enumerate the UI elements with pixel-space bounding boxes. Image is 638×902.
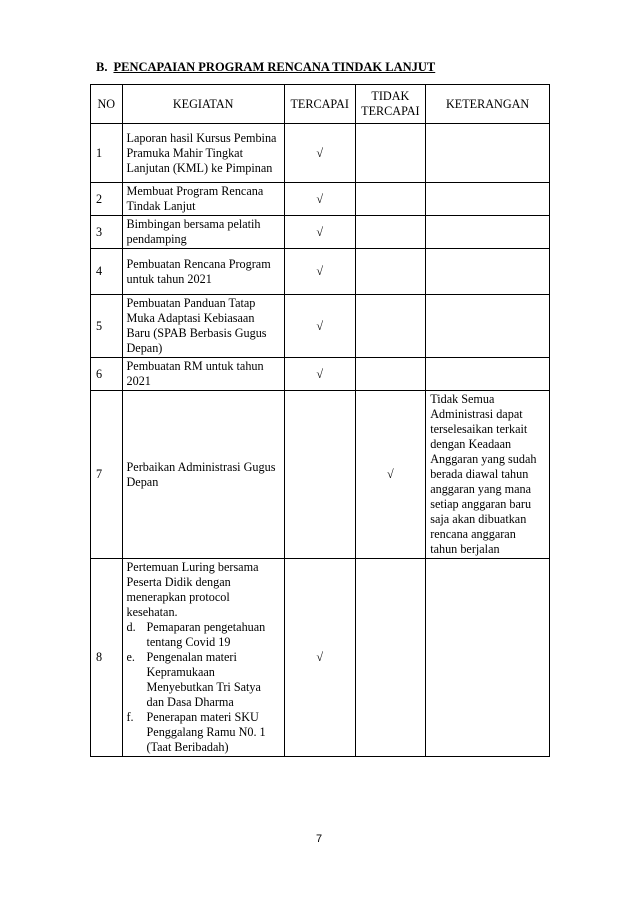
- row-tidak-tercapai: [355, 559, 426, 757]
- row-tidak-tercapai: [355, 183, 426, 216]
- sub-item-text: Pengenalan materi Kepramukaan Menyebutkan Tri Satya dan Dasa Dharma: [146, 650, 261, 709]
- row-no: 7: [91, 391, 123, 559]
- table-row: [91, 183, 550, 216]
- row-no: 5: [91, 295, 123, 358]
- row-kegiatan: Membuat Program Rencana Tindak Lanjut: [122, 183, 284, 216]
- section-heading: [96, 60, 435, 75]
- sub-item-text: Pemaparan pengetahuan tentang Covid 19: [146, 620, 266, 649]
- row-no: 2: [91, 183, 123, 216]
- header-tidak-tercapai-line1: TIDAK: [371, 89, 410, 103]
- row-no: 6: [91, 358, 123, 391]
- row-no: 4: [91, 249, 123, 295]
- row-kegiatan: Perbaikan Administrasi Gugus Depan: [122, 391, 284, 559]
- row-keterangan: [426, 124, 550, 183]
- row-no: 1: [91, 124, 123, 183]
- row-keterangan: [426, 295, 550, 358]
- row-keterangan: [426, 249, 550, 295]
- header-tidak-tercapai: [355, 85, 426, 124]
- row-tercapai: √: [284, 216, 355, 249]
- row-kegiatan: Pembuatan RM untuk tahun 2021: [122, 358, 284, 391]
- sub-item-marker: e.: [126, 650, 135, 664]
- sub-item-marker: d.: [126, 620, 136, 634]
- row-tidak-tercapai: [355, 249, 426, 295]
- section-title: PENCAPAIAN PROGRAM RENCANA TINDAK LANJUT: [113, 60, 436, 74]
- row-tidak-tercapai: [355, 358, 426, 391]
- row-tercapai: √: [284, 559, 355, 757]
- header-tercapai: TERCAPAI: [284, 85, 355, 124]
- table-row: [91, 391, 550, 559]
- row-tidak-tercapai: [355, 216, 426, 249]
- row-keterangan: [426, 216, 550, 249]
- row-tidak-tercapai: [355, 295, 426, 358]
- row-keterangan: [426, 183, 550, 216]
- table-header-row: [91, 85, 550, 124]
- sub-item: [127, 650, 280, 710]
- row-tercapai: √: [284, 183, 355, 216]
- header-kegiatan: KEGIATAN: [122, 85, 284, 124]
- table-row: [91, 124, 550, 183]
- header-keterangan: KETERANGAN: [426, 85, 550, 124]
- sub-item-text: Penerapan materi SKU Penggalang Ramu N0. 1 (Taat Beribadah): [146, 710, 266, 754]
- row-no: 3: [91, 216, 123, 249]
- section-label: B.: [96, 60, 108, 74]
- table-row: [91, 249, 550, 295]
- row-kegiatan: Bimbingan bersama pelatih pendamping: [122, 216, 284, 249]
- table-row: [91, 216, 550, 249]
- table-row: [91, 358, 550, 391]
- page-number: 7: [315, 833, 323, 845]
- sub-item: [127, 620, 280, 650]
- sub-item: [127, 710, 280, 755]
- header-no: NO: [91, 85, 123, 124]
- header-tidak-tercapai-line2: TERCAPAI: [361, 104, 420, 118]
- sub-item-marker: f.: [126, 710, 134, 724]
- row-tercapai: √: [284, 124, 355, 183]
- row-tercapai: √: [284, 358, 355, 391]
- row-kegiatan: Pembuatan Rencana Program untuk tahun 2021: [122, 249, 284, 295]
- row-tercapai: [284, 391, 355, 559]
- row-kegiatan-cell: [122, 559, 284, 757]
- achievement-table: [90, 84, 550, 757]
- row-no: 8: [91, 559, 123, 757]
- row-keterangan: Tidak Semua Administrasi dapat terselesaikan terkait dengan Keadaan Anggaran yang sudah berada diawal tahun anggaran yang mana setiap anggaran baru saja akan dibuatkan rencana anggaran tahun berjalan: [426, 391, 550, 559]
- row-tidak-tercapai: [355, 124, 426, 183]
- row-kegiatan: Pembuatan Panduan Tatap Muka Adaptasi Kebiasaan Baru (SPAB Berbasis Gugus Depan): [122, 295, 284, 358]
- row-kegiatan: Pertemuan Luring bersama Peserta Didik dengan menerapkan protocol kesehatan.: [126, 560, 259, 619]
- row-tercapai: √: [284, 295, 355, 358]
- table-row: [91, 559, 550, 757]
- row-tercapai: √: [284, 249, 355, 295]
- row-tidak-tercapai: √: [355, 391, 426, 559]
- table-row: [91, 295, 550, 358]
- row-kegiatan: Laporan hasil Kursus Pembina Pramuka Mahir Tingkat Lanjutan (KML) ke Pimpinan: [122, 124, 284, 183]
- row-keterangan: [426, 358, 550, 391]
- row-keterangan: [426, 559, 550, 757]
